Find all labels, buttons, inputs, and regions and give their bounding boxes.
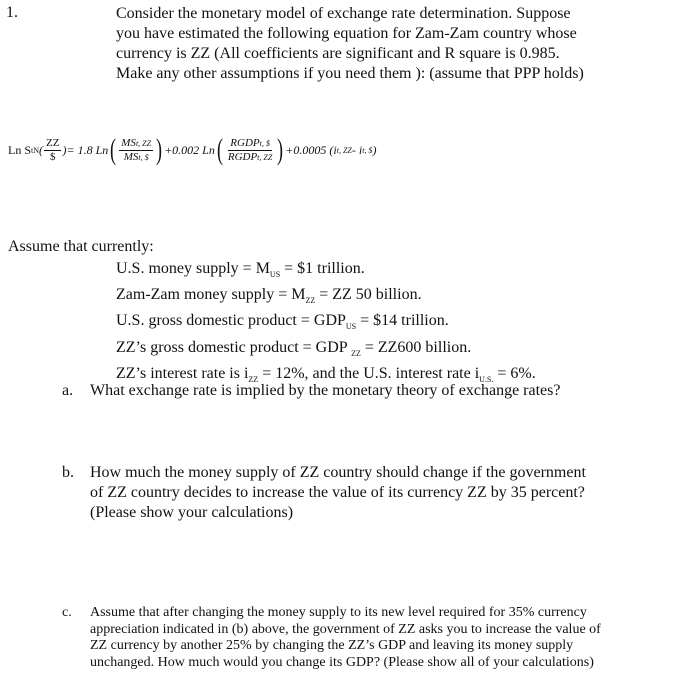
eq-ms-den-sub: t, $ (138, 152, 149, 162)
intro-paragraph (116, 4, 584, 84)
eq-ms-fraction (119, 137, 153, 164)
question-b-line: How much the money supply of ZZ country should change if the government (90, 464, 586, 481)
eq-close: ) (372, 142, 377, 157)
question-b-line: of ZZ country decides to increase the value of its currency ZZ by 35 percent? (90, 484, 585, 501)
eq-i-zz-sub: t, ZZ (336, 145, 352, 155)
regression-equation: Ln S t N ( $\frac{ZZ}{\$}$ )= 1.8 Ln ( $\frac{\text{MSt, ZZ}}{\text{MSt, \$}}$ ) +0.002 Ln ( $\frac{\text{RGDPt, \$}}{\text{RGDPt, ZZ}}$ ) +0.0005 (i t, ZZ - i t, $ ) (8, 133, 377, 166)
question-b-line: (Please show your calculations) (90, 504, 294, 521)
fact-line: U.S. gross domestic product = $GDP_{US}$ = $14 trillion. (116, 312, 449, 332)
eq-ms-num: MS (121, 136, 136, 149)
fact-line: ZZ’s gross domestic product = GDP $_{ZZ}$ = ZZ600 billion. (116, 338, 472, 358)
question-c-line: Assume that after changing the money supply to its new level required for 35% currency (90, 605, 587, 620)
eq-lhs-num: ZZ (46, 136, 60, 149)
question-c-line: ZZ currency by another 25% by changing the ZZ’s GDP and leaving its money supply (90, 638, 574, 653)
question-c-line: appreciation indicated in (b) above, the government of ZZ asks you to increase the value of (90, 621, 601, 637)
facts-list (116, 259, 536, 390)
assume-heading: Assume that currently: (8, 238, 154, 255)
eq-lhs-prefix: Ln S (8, 142, 32, 157)
eq-lhs-fraction (44, 137, 61, 164)
eq-minus-i: - i (351, 142, 363, 157)
eq-coef1: )= 1.8 Ln (62, 142, 109, 157)
fact-line: U.S. money supply = $M_{US}$ = $1 trillion. (116, 260, 365, 280)
question-a-line: What exchange rate is implied by the monetary theory of exchange rates? (90, 382, 561, 399)
question-c-label: c. (62, 605, 72, 620)
question-number: 1. (6, 4, 18, 21)
eq-lhs-sup: N (33, 145, 40, 155)
question-b-label: b. (62, 464, 74, 481)
intro-line: Make any other assumptions if you need them ): (assume that PPP holds) (116, 65, 584, 82)
eq-gdp-num: RGDP (230, 136, 260, 149)
fact-line: ZZ’s interest rate is $i_{ZZ} = 12\%$, and the U.S. interest rate $i_{U.S.} = 6\%$. (116, 364, 536, 384)
intro-line: you have estimated the following equation for Zam-Zam country whose (116, 25, 577, 42)
eq-coef2: +0.002 Ln (164, 142, 215, 157)
eq-gdp-fraction (226, 137, 274, 164)
eq-ms-num-sub: t, ZZ (135, 138, 152, 148)
intro-line: currency is ZZ (All coefficients are significant and R square is 0.985. (116, 45, 560, 62)
eq-i-us-sub: t, $ (362, 145, 373, 155)
question-a-label: a. (62, 382, 74, 399)
eq-lhs-sub: t (31, 145, 34, 155)
question-c-line: unchanged. How much would you change its GDP? (Please show all of your calculations) (90, 654, 594, 670)
eq-gdp-den: RGDP (227, 150, 258, 163)
eq-gdp-den-sub: t, ZZ (257, 152, 273, 162)
fact-line: Zam-Zam money supply = $M_{ZZ}$ = ZZ 50 billion. (116, 286, 422, 306)
eq-coef3: +0.0005 (i (285, 142, 337, 157)
eq-lhs-den: $ (50, 150, 56, 163)
intro-line: Consider the monetary model of exchange rate determination. Suppose (116, 5, 571, 22)
eq-gdp-num-sub: t, $ (259, 138, 270, 148)
eq-ms-den: MS (123, 150, 139, 163)
